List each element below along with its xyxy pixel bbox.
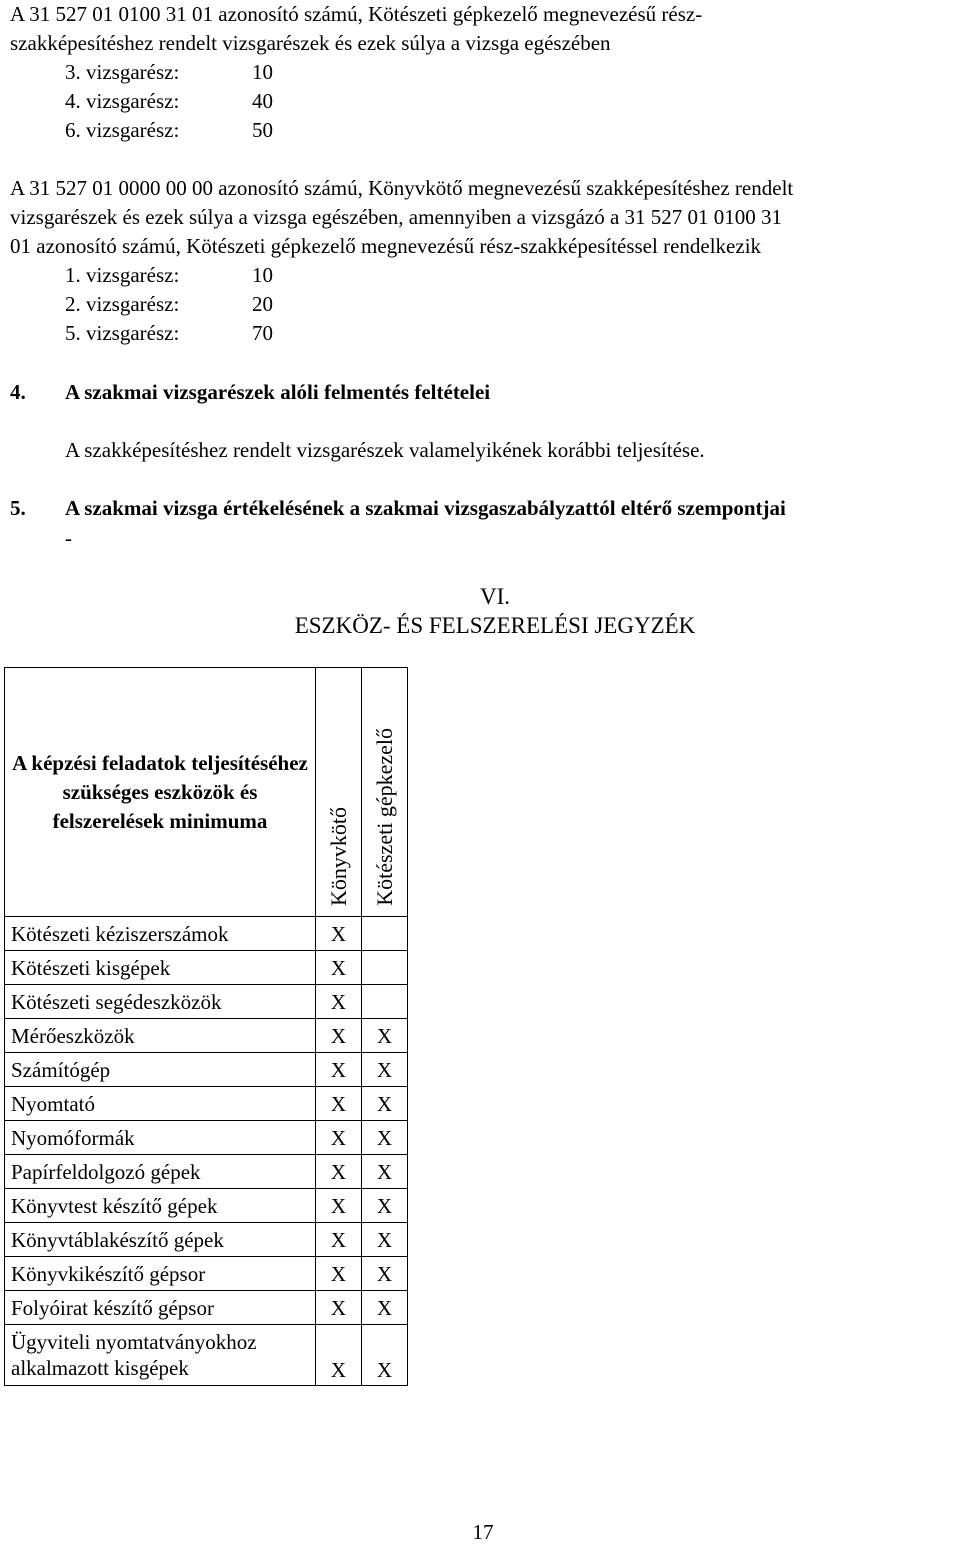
section-b-line3: 01 azonosító számú, Kötészeti gépkezelő megnevezésű rész-szakképesítéssel rendelkezik <box>10 234 762 258</box>
table-header-col1 <box>316 668 362 917</box>
table-row: Könyvkikészítő gépsor X X <box>5 1257 408 1291</box>
table-row: Könyvtest készítő gépek X X <box>5 1189 408 1223</box>
section-b-line2: vizsgarészek és ezek súlya a vizsga egészében, amennyiben a vizsgázó a 31 527 01 0100 31 <box>10 205 783 229</box>
section-b-line1: A 31 527 01 0000 00 00 azonosító számú, Könyvkötő megnevezésű szakképesítéshez rendelt <box>10 176 794 200</box>
table-row: Könyvtáblakészítő gépek X X <box>5 1223 408 1257</box>
table-header-row <box>5 668 408 917</box>
heading-5 <box>10 494 786 523</box>
table-header-main: A képzési feladatok teljesítéséhez szükséges eszközök és felszerelések minimuma <box>5 668 316 917</box>
section-a-text <box>10 0 940 58</box>
col1-label: Könyvkötő <box>325 807 351 906</box>
heading-4-text: A szakmai vizsgarészek alóli felmentés feltételei <box>65 380 491 404</box>
table-row: Ügyviteli nyomtatványokhoz alkalmazott kisgépek X X <box>5 1325 408 1386</box>
equipment-table <box>4 667 408 1386</box>
list-item: 5. vizsgarész: 70 <box>65 321 273 345</box>
section-b-text <box>10 174 950 261</box>
list-item: 2. vizsgarész: 20 <box>65 292 273 316</box>
heading-4-number: 4. <box>10 380 26 404</box>
section-a-list <box>65 58 325 145</box>
table-row: Kötészeti kéziszerszámok X <box>5 917 408 951</box>
chapter-number: VI. <box>479 584 511 609</box>
chapter-title: ESZKÖZ- ÉS FELSZERELÉSI JEGYZÉK <box>294 613 696 638</box>
table-row: Folyóirat készítő gépsor X X <box>5 1291 408 1325</box>
table-row: Nyomóformák X X <box>5 1121 408 1155</box>
table-row: Mérőeszközök X X <box>5 1019 408 1053</box>
table-row: Papírfeldolgozó gépek X X <box>5 1155 408 1189</box>
section-a-line2: szakképesítéshez rendelt vizsgarészek és ezek súlya a vizsga egészében <box>10 31 611 55</box>
list-item: 6. vizsgarész: 50 <box>65 118 273 142</box>
heading-5-text: A szakmai vizsga értékelésének a szakmai vizsgaszabályzattól eltérő szempontjai <box>65 496 786 520</box>
paragraph-4: A szakképesítéshez rendelt vizsgarészek valamelyikének korábbi teljesítése. <box>65 438 705 462</box>
col2-label: Kötészeti gépkezelő <box>371 728 397 906</box>
section-b-list <box>65 261 325 348</box>
table-row: Kötészeti kisgépek X <box>5 951 408 985</box>
list-item: 1. vizsgarész: 10 <box>65 263 273 287</box>
section-a-line1: A 31 527 01 0100 31 01 azonosító számú, Kötészeti gépkezelő megnevezésű rész- <box>10 2 703 26</box>
list-item: 3. vizsgarész: 10 <box>65 60 273 84</box>
row-name-line1: Ügyviteli nyomtatványokhoz <box>11 1330 257 1354</box>
row-name-line2: alkalmazott kisgépek <box>11 1356 189 1380</box>
table-row: Kötészeti segédeszközök X <box>5 985 408 1019</box>
page-number: 17 <box>472 1520 494 1544</box>
table-row: Számítógép X X <box>5 1053 408 1087</box>
list-item: 4. vizsgarész: 40 <box>65 89 273 113</box>
table-header-col2 <box>362 668 408 917</box>
table-row: Nyomtató X X <box>5 1087 408 1121</box>
heading-5-dash: - <box>65 526 72 550</box>
heading-4 <box>10 378 490 407</box>
heading-5-number: 5. <box>10 496 26 520</box>
